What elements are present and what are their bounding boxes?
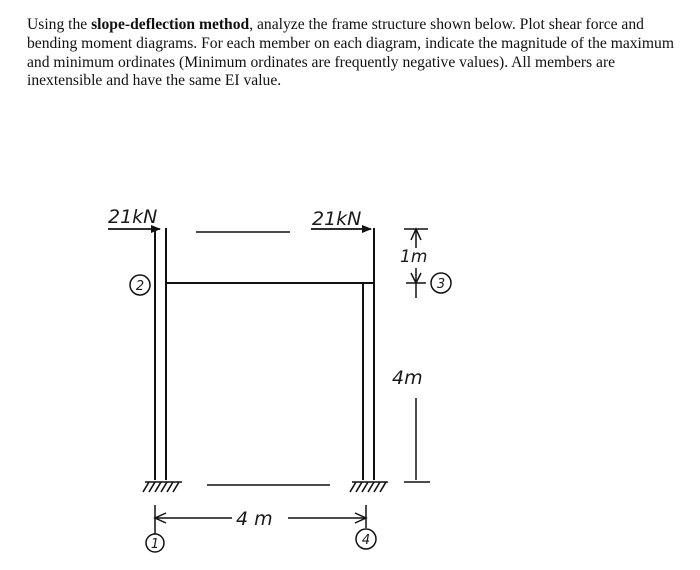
node-label-4: 4 (361, 533, 371, 548)
fixed-support-right (350, 482, 388, 492)
dim-label-bottom: 4 m (236, 508, 273, 530)
load-label-right: 21kN (312, 208, 362, 230)
problem-method: slope-deflection method (91, 16, 250, 33)
fixed-support-left (143, 482, 182, 492)
problem-rest: , analyze the frame structure shown below. Plot shear force and bending moment diagrams. For each member on each diagram, indicate the magnitude of the maximum and minimum ordinates (Minimum ordinates are frequently negative values). All members are inextensible and have the same EI value. (27, 16, 674, 90)
frame-members (155, 228, 374, 480)
node-label-3: 3 (436, 277, 446, 292)
problem-intro: Using the (27, 16, 92, 33)
load-label-left: 21kN (108, 206, 158, 228)
node-label-2: 2 (135, 279, 145, 294)
dim-label-top: 1m (400, 247, 428, 267)
dim-label-right: 4m (392, 367, 423, 389)
node-label-1: 1 (150, 537, 160, 552)
